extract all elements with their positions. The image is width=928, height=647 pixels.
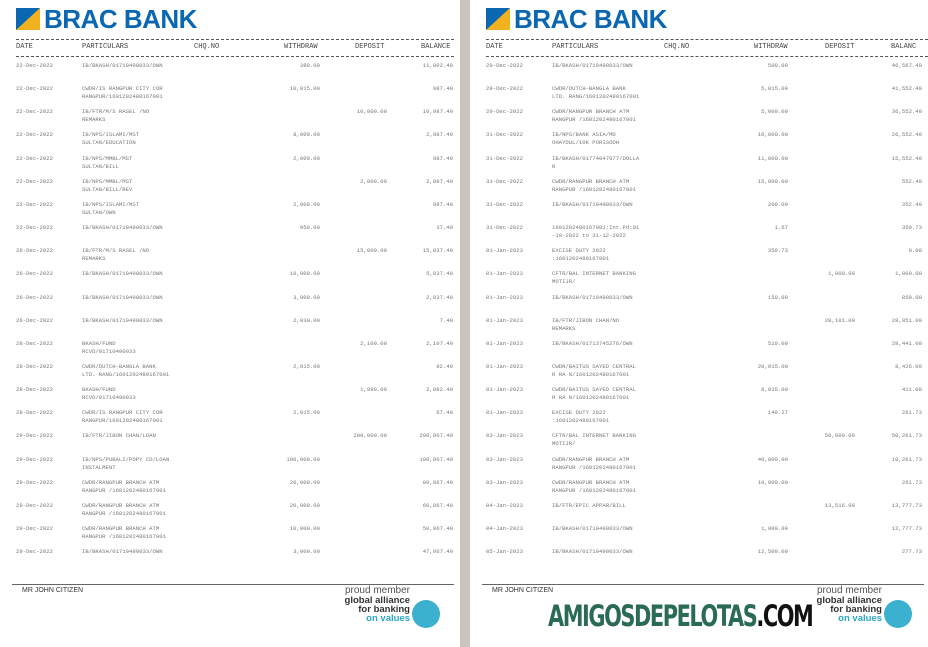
cell-particulars-line2: REMARKS	[82, 255, 106, 263]
brac-logo-mark-icon	[16, 8, 40, 30]
cell-particulars-line2: LTD. RANG/1601202480167001	[552, 93, 640, 101]
cell-deposit: 13,516.00	[824, 501, 855, 509]
cell-particulars: IB/NPS/ISLAMI/MST	[82, 200, 140, 208]
cell-balance: 80,067.40	[422, 478, 453, 486]
watermark	[548, 600, 812, 632]
cell-date: 29-Dec-2022	[16, 501, 53, 509]
cell-date: 05-Jan-2023	[486, 548, 523, 556]
cell-particulars-line2: R RA N/1601202480167001	[552, 370, 630, 378]
header-chq: CHQ.NO	[664, 43, 690, 51]
cell-withdraw: 3,000.00	[293, 293, 320, 301]
cell-deposit: 2,100.00	[360, 339, 387, 347]
cell-date: 22-Dec-2022	[16, 200, 53, 208]
cell-date: 01-Jan-2023	[486, 247, 523, 255]
cell-balance: 2,082.40	[426, 386, 453, 394]
cell-balance: 10,261.73	[891, 455, 922, 463]
header-chq: CHQ.NO	[194, 43, 220, 51]
cell-balance: 0.00	[908, 247, 922, 255]
cell-deposit: 1,990.00	[360, 386, 387, 394]
cell-balance: 7.40	[439, 316, 453, 324]
cell-particulars: CWDR/RANGPUR BRANCH ATM	[82, 501, 160, 509]
cell-deposit: 28,101.00	[824, 316, 855, 324]
header-particulars: PARTICULARS	[82, 43, 129, 51]
cell-date: 26-Dec-2022	[16, 247, 53, 255]
cell-particulars: CWDR/BAITUS SAYED CENTRAL	[552, 386, 636, 394]
cell-particulars: CWDR/DUTCH-BANGLA BANK	[82, 362, 156, 370]
cell-particulars-line2: RANGPUR /1601202480167001	[552, 116, 636, 124]
gabv-text: proud member	[816, 585, 882, 596]
cell-withdraw: 380.00	[299, 62, 320, 69]
cell-withdraw: 100,000.00	[286, 455, 320, 463]
cell-particulars: IB/BKASH/01774047077/DOLLA	[552, 154, 640, 162]
header-date: DATE	[16, 43, 33, 51]
cell-balance: 36,552.40	[891, 108, 922, 116]
cell-balance: 261.73	[901, 409, 922, 417]
cell-particulars-line2: SULTAN/BILL/REV	[82, 185, 133, 193]
cell-balance: 41,552.40	[891, 85, 922, 93]
cell-particulars: IB/BKASH/01710490033/OWN	[552, 525, 633, 532]
divider	[486, 39, 928, 40]
cell-balance: 352.40	[901, 200, 922, 208]
cell-date: 01-Jan-2023	[486, 316, 523, 324]
cell-date: 29-Dec-2022	[486, 85, 523, 93]
cell-date: 22-Dec-2022	[16, 177, 53, 185]
cell-date: 22-Dec-2022	[16, 224, 53, 232]
statement-page-2	[470, 0, 928, 647]
cell-balance: 1,000.00	[895, 270, 922, 278]
cell-balance: 11,002.40	[422, 62, 453, 69]
cell-particulars-line2: OHAYDUL/10K PORISODH	[552, 139, 620, 147]
header-particulars: PARTICULARS	[552, 43, 599, 51]
cell-withdraw: 15,000.00	[757, 177, 788, 185]
cell-date: 22-Dec-2022	[16, 85, 53, 93]
cell-particulars: IB/NPS/MMBL/MST	[82, 177, 133, 185]
cell-particulars: IB/NPS/ISLAMI/MST	[82, 131, 140, 139]
cell-withdraw: 149.27	[767, 409, 788, 417]
cell-particulars-line2: RANGPUR /1601202480167001	[82, 533, 166, 540]
header-deposit: DEPOSIT	[355, 43, 385, 51]
cell-particulars: IB/FTR/EPIC APPAR/BILL	[552, 501, 626, 509]
cell-withdraw: 350.73	[767, 247, 788, 255]
cell-particulars: IB/BKASH/01710490033/OWN	[82, 293, 163, 301]
cell-particulars-line2: MOTIJR/	[552, 440, 576, 448]
header-balance: BALANCE	[421, 43, 451, 51]
cell-balance: 987.40	[432, 154, 453, 162]
cell-particulars-line2: SULTAN/EDUCATION	[82, 139, 136, 147]
cell-withdraw: 1,000.00	[761, 525, 788, 532]
cell-date: 01-Jan-2023	[486, 386, 523, 394]
cell-withdraw: 10,015.00	[289, 85, 320, 93]
cell-particulars-line2: RANGPUR /1601202480167001	[552, 486, 636, 494]
cell-particulars: IB/FTR/M/S RASEL /NO	[82, 247, 150, 255]
cell-date: 29-Dec-2022	[16, 548, 53, 556]
cell-particulars-line2: RANGPUR/1601202480167001	[82, 417, 163, 425]
cell-date: 04-Jan-2023	[486, 501, 523, 509]
cell-particulars-line2: RCVD/01710490033	[82, 347, 136, 355]
cell-particulars: CWDR/BAITUS SAYED CENTRAL	[552, 362, 636, 370]
gabv-logo	[326, 586, 446, 636]
cell-balance: 850.00	[901, 293, 922, 301]
cell-particulars-line2: INSTALMENT	[82, 463, 116, 471]
cell-date: 26-Dec-2022	[16, 270, 53, 278]
cell-particulars-line2: REMARKS	[82, 116, 106, 124]
cell-withdraw: 2,000.00	[293, 154, 320, 162]
gabv-text: on values	[366, 613, 410, 624]
cell-balance: 50,067.40	[422, 525, 453, 532]
cell-withdraw: 500.00	[767, 62, 788, 69]
cell-date: 03-Jan-2023	[486, 478, 523, 486]
cell-date: 03-Jan-2023	[486, 455, 523, 463]
bank-name: BRAC BANK	[514, 4, 667, 34]
cell-particulars: IB/FTR/JIBON CHAN/NO	[552, 316, 620, 324]
page-gutter	[460, 0, 470, 647]
brac-logo-mark-icon	[486, 8, 510, 30]
cell-withdraw: 10,000.00	[289, 270, 320, 278]
cell-date: 31-Dec-2022	[486, 224, 523, 232]
cell-balance: 60,067.40	[422, 501, 453, 509]
cell-balance: 2,037.40	[426, 293, 453, 301]
cell-withdraw: 8,000.00	[293, 131, 320, 139]
cell-particulars-line2: LTD. RANG/1601202480167001	[82, 370, 170, 378]
cell-withdraw: 11,000.00	[757, 154, 788, 162]
cell-particulars: IB/BKASH/01710490033/OWN	[82, 270, 163, 278]
cell-withdraw: 12,500.00	[757, 548, 788, 556]
cell-deposit: 1,000.00	[828, 270, 855, 278]
cell-particulars: IB/BKASH/01710490033/OWN	[552, 548, 633, 556]
cell-particulars-line2: RANGPUR /1601202480167001	[552, 463, 636, 471]
cell-date: 26-Dec-2022	[16, 293, 53, 301]
cell-particulars: CWDR/IS RANGPUR CITY COR	[82, 85, 163, 93]
cell-deposit: 200,000.00	[353, 432, 387, 440]
cell-balance: 350.73	[901, 224, 922, 232]
cell-particulars: CWDR/RANGPUR BRANCH ATM	[552, 478, 630, 486]
cell-particulars-line2: :1601202480167001	[552, 255, 610, 263]
cell-withdraw: 20,015.00	[757, 362, 788, 370]
watermark-text: .COM	[756, 599, 813, 633]
header-withdraw: WITHDRAW	[284, 43, 318, 51]
cell-date: 28-Dec-2022	[16, 339, 53, 347]
cell-balance: 8,426.00	[895, 362, 922, 370]
globe-icon	[412, 600, 440, 628]
cell-balance: 2,987.40	[426, 177, 453, 185]
cell-withdraw: 20,000.00	[289, 501, 320, 509]
cell-particulars: IB/BKASH/01710490033/OWN	[552, 293, 633, 301]
cell-particulars-line2: REMARKS	[552, 324, 576, 332]
globe-icon	[884, 600, 912, 628]
cell-balance: 411.00	[901, 386, 922, 394]
cell-particulars: BKASH/FUND	[82, 339, 116, 347]
cell-particulars: IB/BKASH/01710490033/OWN	[82, 316, 163, 324]
cell-balance: 987.40	[432, 85, 453, 93]
cell-particulars: CFTR/BAL INTERNET BANKING	[552, 432, 636, 440]
cell-balance: 277.73	[901, 548, 922, 556]
cell-particulars-line2: RANGPUR /1601202480167001	[552, 185, 636, 193]
gabv-text: proud member	[344, 585, 410, 596]
cell-balance: 13,777.73	[891, 501, 922, 509]
cell-balance: 5,037.40	[426, 270, 453, 278]
cell-date: 28-Dec-2022	[16, 386, 53, 394]
cell-date: 29-Dec-2022	[16, 432, 53, 440]
cell-withdraw: 2,030.00	[293, 316, 320, 324]
brac-bank-logo	[16, 4, 197, 34]
cell-particulars: CWDR/RANGPUR BRANCH ATM	[552, 177, 630, 185]
cell-balance: 10,987.40	[422, 108, 453, 116]
cell-date: 31-Dec-2022	[486, 200, 523, 208]
header-deposit: DEPOSIT	[825, 43, 855, 51]
cell-particulars-line2: RANGPUR /1601202480167001	[82, 486, 166, 494]
cell-withdraw: 8,015.00	[761, 386, 788, 394]
cell-particulars: IB/BKASH/01710490033/OWN	[552, 62, 633, 69]
cell-withdraw: 950.00	[299, 224, 320, 232]
cell-particulars: EXCISE DUTY 2022	[552, 409, 606, 417]
cell-withdraw: 200.00	[767, 200, 788, 208]
cell-balance: 50,261.73	[891, 432, 922, 440]
cell-date: 29-Dec-2022	[486, 62, 523, 69]
cell-balance: 15,552.40	[891, 154, 922, 162]
cell-particulars-line2: RANGPUR/1601202480167001	[82, 93, 163, 101]
cell-particulars: IB/BKASH/01710490033/OWN	[552, 200, 633, 208]
cell-particulars-line2: R	[552, 162, 556, 170]
cell-particulars: IB/BKASH/01710490033/OWN	[82, 548, 163, 556]
cell-withdraw: 40,000.00	[757, 455, 788, 463]
watermark-text: AMIGOSDEPELOTAS	[548, 599, 757, 633]
cell-date: 28-Dec-2022	[16, 362, 53, 370]
cell-particulars-line2: -10-2022 to 31-12-2022	[552, 232, 626, 240]
header-withdraw: WITHDRAW	[754, 43, 788, 51]
cell-deposit: 2,000.00	[360, 177, 387, 185]
gabv-text: global alliance	[344, 595, 410, 606]
cell-date: 01-Jan-2023	[486, 409, 523, 417]
cell-date: 03-Jan-2023	[486, 432, 523, 440]
cell-withdraw: 20,000.00	[289, 478, 320, 486]
cell-withdraw: 5,000.00	[761, 108, 788, 116]
cell-date: 01-Jan-2023	[486, 362, 523, 370]
cell-date: 31-Dec-2022	[486, 154, 523, 162]
gabv-text: for banking	[358, 604, 410, 615]
cell-particulars-line2: RCVD/01710490033	[82, 394, 136, 402]
cell-deposit: 15,000.00	[356, 247, 387, 255]
divider	[16, 56, 454, 57]
cell-balance: 2,107.40	[426, 339, 453, 347]
cell-date: 04-Jan-2023	[486, 525, 523, 532]
cell-date: 29-Dec-2022	[16, 525, 53, 532]
cell-particulars: CWDR/RANGPUR BRANCH ATM	[552, 108, 630, 116]
cell-particulars: IB/BKASH/01710490033/OWN	[82, 224, 163, 232]
cell-balance: 12,777.73	[891, 525, 922, 532]
cell-balance: 2,987.40	[426, 131, 453, 139]
cell-date: 22-Dec-2022	[16, 62, 53, 69]
cell-balance: 37.40	[436, 224, 453, 232]
cell-particulars: CWDR/RANGPUR BRANCH ATM	[552, 455, 630, 463]
gabv-text: global alliance	[816, 595, 882, 606]
cell-particulars: CWDR/RANGPUR BRANCH ATM	[82, 478, 160, 486]
cell-date: 22-Dec-2022	[16, 108, 53, 116]
gabv-text: for banking	[830, 604, 882, 615]
cell-balance: 46,567.40	[891, 62, 922, 69]
cell-withdraw: 10,000.00	[757, 478, 788, 486]
header-date: DATE	[486, 43, 503, 51]
cell-date: 28-Dec-2022	[16, 409, 53, 417]
brac-bank-logo	[486, 4, 667, 34]
cell-balance: 200,067.40	[419, 432, 453, 440]
cell-balance: 28,441.00	[891, 339, 922, 347]
bank-name: BRAC BANK	[44, 4, 197, 34]
cell-withdraw: 10,000.00	[289, 525, 320, 532]
cell-particulars: 1601202480167001:Int.Pd:01	[552, 224, 640, 232]
cell-date: 29-Dec-2022	[486, 108, 523, 116]
customer-name: MR JOHN CITIZEN	[22, 587, 84, 594]
cell-withdraw: 3,000.00	[293, 548, 320, 556]
cell-date: 29-Dec-2022	[16, 478, 53, 486]
cell-withdraw: 5,015.00	[761, 85, 788, 93]
cell-balance: 15,037.40	[422, 247, 453, 255]
cell-particulars-line2: R RA N/1601202480167001	[552, 394, 630, 402]
cell-withdraw: 2,000.00	[293, 200, 320, 208]
cell-particulars-line2: MOTIJR/	[552, 278, 576, 286]
cell-balance: 552.40	[901, 177, 922, 185]
cell-date: 22-Dec-2022	[16, 131, 53, 139]
cell-balance: 100,067.40	[419, 455, 453, 463]
cell-particulars: CWDR/RANGPUR BRANCH ATM	[82, 525, 160, 532]
cell-balance: 261.73	[901, 478, 922, 486]
cell-withdraw: 2,015.00	[293, 409, 320, 417]
cell-balance: 26,552.40	[891, 131, 922, 139]
cell-particulars: IB/NPS/BANK ASIA/MD	[552, 131, 616, 139]
cell-balance: 987.40	[432, 200, 453, 208]
cell-particulars: IB/BKASH/01710490033/OWN	[82, 62, 163, 69]
cell-particulars: IB/NPS/MMBL/MST	[82, 154, 133, 162]
cell-particulars-line2: SULTAN/BILL	[82, 162, 119, 170]
cell-particulars: CWDR/IS RANGPUR CITY COR	[82, 409, 163, 417]
cell-date: 31-Dec-2022	[486, 177, 523, 185]
cell-particulars: IB/BKASH/01713745276/OWN	[552, 339, 633, 347]
cell-balance: 67.40	[436, 409, 453, 417]
cell-balance: 92.40	[436, 362, 453, 370]
cell-withdraw: 150.00	[767, 293, 788, 301]
cell-withdraw: 510.00	[767, 339, 788, 347]
cell-particulars: IB/FTR/JIBON CHAN/LOAN	[82, 432, 156, 440]
customer-name: MR JOHN CITIZEN	[492, 587, 554, 594]
divider	[486, 56, 928, 57]
cell-deposit: 10,000.00	[356, 108, 387, 116]
cell-particulars: IB/NPS/PUBALI/POPY CD/LOAN	[82, 455, 170, 463]
statement-page-1	[0, 0, 460, 647]
cell-particulars-line2: SULTAN/OWN	[82, 208, 116, 216]
cell-date: 01-Jan-2023	[486, 293, 523, 301]
cell-withdraw: 1.67	[774, 224, 788, 232]
cell-date: 26-Dec-2022	[16, 316, 53, 324]
cell-particulars-line2: :1601202480167001	[552, 417, 610, 425]
gabv-text: on values	[838, 613, 882, 624]
divider	[16, 39, 454, 40]
cell-balance: 28,951.00	[891, 316, 922, 324]
cell-withdraw: 2,015.00	[293, 362, 320, 370]
cell-balance: 47,067.40	[422, 548, 453, 556]
cell-date: 29-Dec-2022	[16, 455, 53, 463]
gabv-logo	[798, 586, 918, 636]
cell-particulars: BKASH/FUND	[82, 386, 116, 394]
cell-date: 01-Jan-2023	[486, 339, 523, 347]
cell-particulars: CWDR/DUTCH-BANGLA BANK	[552, 85, 626, 93]
cell-date: 01-Jan-2023	[486, 270, 523, 278]
cell-particulars: EXCISE DUTY 2022	[552, 247, 606, 255]
cell-particulars-line2: RANGPUR /1601202480167001	[82, 509, 166, 517]
cell-date: 22-Dec-2022	[16, 154, 53, 162]
cell-particulars: IB/FTR/M/S RASEL /NO	[82, 108, 150, 116]
cell-withdraw: 10,000.00	[757, 131, 788, 139]
cell-particulars: CFTR/BAL INTERNET BANKING	[552, 270, 636, 278]
cell-deposit: 50,000.00	[824, 432, 855, 440]
header-balance: BALANC	[891, 43, 917, 51]
cell-date: 31-Dec-2022	[486, 131, 523, 139]
